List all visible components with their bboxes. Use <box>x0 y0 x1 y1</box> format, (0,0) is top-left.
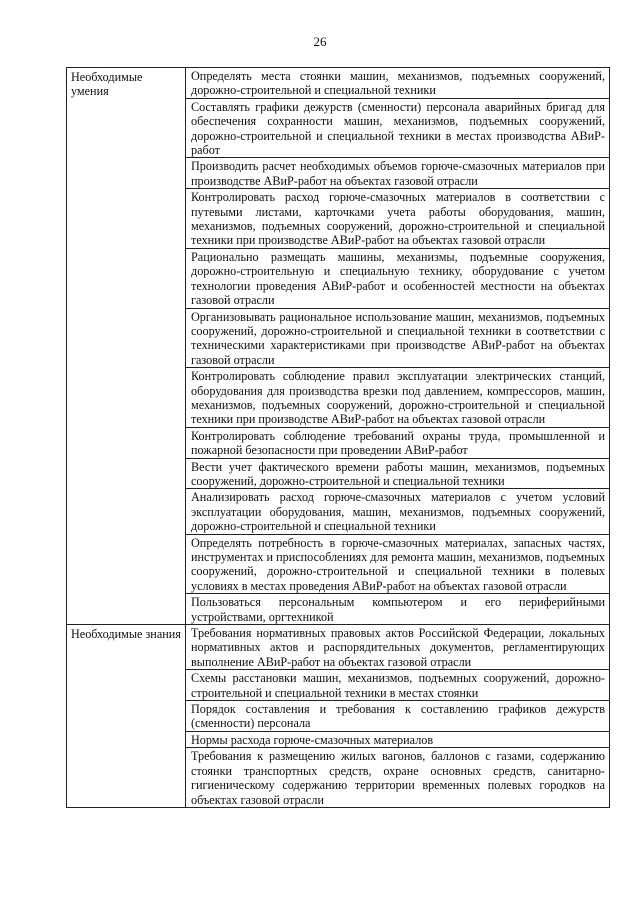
requirement-item: Рационально размещать машины, механизмы, подъемные сооружения, дорожно-строительную и специальную технику, оборудование с учетом технологии проведения АВиР-работ и особенностей местности на объектах газовой отрасли <box>186 248 610 308</box>
requirement-item: Требования к размещению жилых вагонов, баллонов с газами, содержанию стоянки транспортных средств, охране основных средств, санитарно-гигиеническому содержанию территории временных полевых городков на объектах газовой отрасли <box>186 748 610 808</box>
section-label-knowledge: Необходимые знания <box>67 625 186 808</box>
requirement-item: Определять потребность в горюче-смазочных материалах, запасных частях, инструментах и приспособлениях для ремонта машин, механизмов, подъемных сооружений, дорожно-строительной и специальной техники в полевых условиях в местах проведения АВиР-работ на объектах газовой отрасли <box>186 534 610 594</box>
section-label-skills: Необходимые умения <box>67 68 186 625</box>
requirement-item: Производить расчет необходимых объемов горюче-смазочных материалов при производстве АВиР-работ на объектах газовой отрасли <box>186 158 610 189</box>
requirement-item: Анализировать расход горюче-смазочных материалов с учетом условий эксплуатации оборудования, машин, механизмов, подъемных сооружений, дорожно-строительной и специальной техники <box>186 489 610 534</box>
requirement-item: Определять места стоянки машин, механизмов, подъемных сооружений, дорожно-строительной и специальной техники <box>186 68 610 99</box>
page-number: 26 <box>313 34 327 49</box>
requirement-item: Контролировать соблюдение правил эксплуатации электрических станций, оборудования для производства врезки под давлением, компрессоров, машин, механизмов, подъемных сооружений, дорожно-строительной и специальной техники при производстве АВиР-работ на объектах газовой отрасли <box>186 368 610 428</box>
table-row <box>67 625 610 670</box>
requirement-item: Требования нормативных правовых актов Российской Федерации, локальных нормативных актов и распорядительных документов, регламентирующих выполнение АВиР-работ на объектах газовой отрасли <box>186 625 610 670</box>
requirement-item: Нормы расхода горюче-смазочных материалов <box>186 731 610 747</box>
table-row <box>67 68 610 99</box>
requirement-item: Вести учет фактического времени работы машин, механизмов, подъемных сооружений, дорожно-строительной и специальной техники <box>186 458 610 489</box>
requirement-item: Схемы расстановки машин, механизмов, подъемных сооружений, дорожно-строительной и специальной техники в местах стоянки <box>186 670 610 701</box>
requirement-item: Пользоваться персональным компьютером и его периферийными устройствами, оргтехникой <box>186 594 610 625</box>
requirement-item: Организовывать рациональное использование машин, механизмов, подъемных сооружений, дорожно-строительной и специальной техники в соответствии с техническими характеристиками при производстве АВиР-работ на объектах газовой отрасли <box>186 308 610 368</box>
requirement-item: Контролировать расход горюче-смазочных материалов в соответствии с путевыми листами, карточками учета работы оборудования, машин, механизмов, подъемных сооружений, дорожно-строительной и специальной техники при производстве АВиР-работ на объектах газовой отрасли <box>186 189 610 249</box>
requirements-table <box>66 67 610 808</box>
requirement-item: Составлять графики дежурств (сменности) персонала аварийных бригад для обеспечения сохранности машин, механизмов, подъемных сооружений, дорожно-строительной и специальной техники в местах производства АВиР-работ <box>186 98 610 158</box>
requirement-item: Порядок составления и требования к составлению графиков дежурств (сменности) персонала <box>186 701 610 732</box>
requirement-item: Контролировать соблюдение требований охраны труда, промышленной и пожарной безопасности при проведении АВиР-работ <box>186 427 610 458</box>
requirements-table-body <box>67 68 610 808</box>
